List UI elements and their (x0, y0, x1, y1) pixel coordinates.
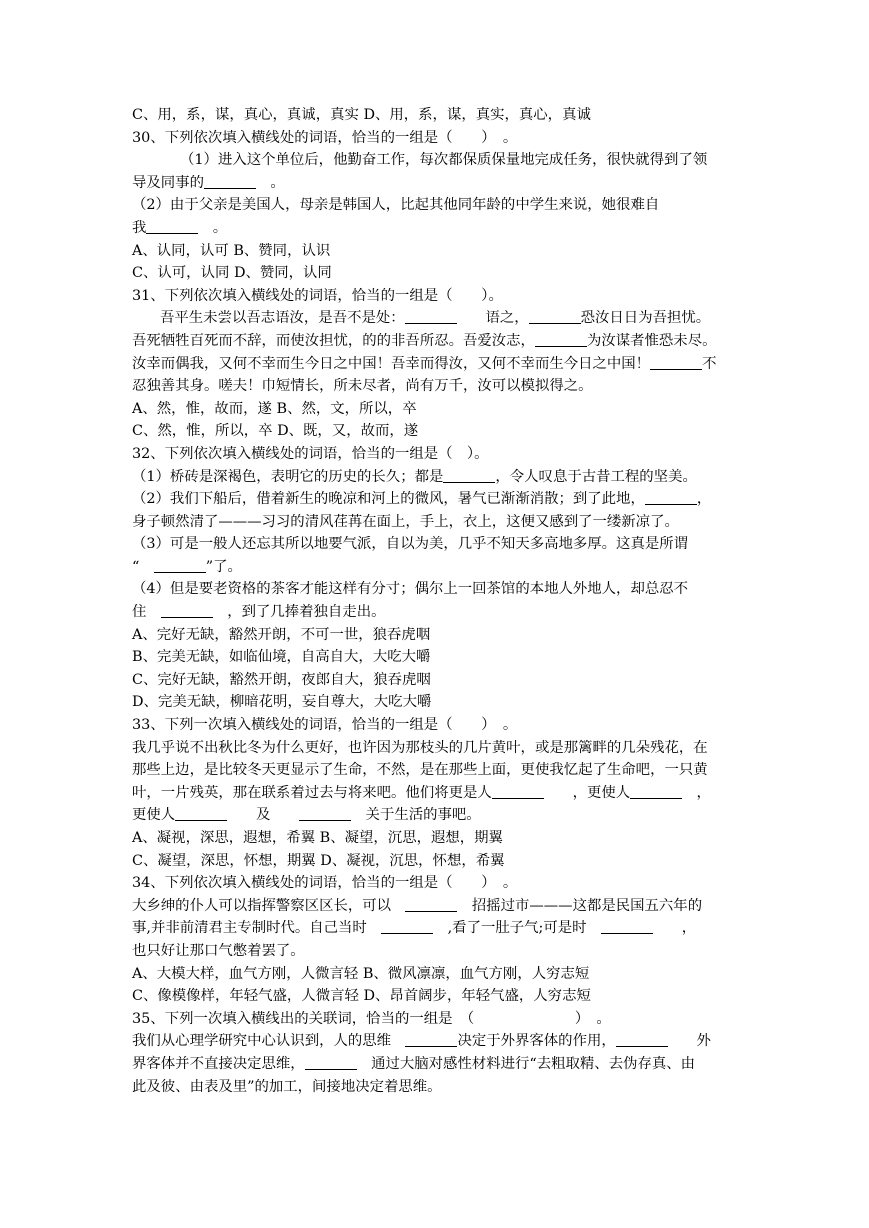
question-35: 35、下列一次填入横线出的关联词，恰当的一组是 （ ） 。 (132, 1010, 611, 1027)
q30-item-2: （2）由于父亲是美国人，母亲是韩国人，比起其他同年龄的中学生来说，她很难自 (132, 197, 660, 214)
blank (305, 1055, 357, 1070)
q30-item-2-cont: 我 。 (132, 219, 228, 236)
q33-passage-2: 那些上边，是比较冬天更显示了生命，不然，是在那些上面，更使我忆起了生命吧，一只黄 (132, 762, 708, 779)
blank (405, 1032, 457, 1047)
option-d: D、赞同，认同 (233, 265, 332, 282)
q33-options-ab (132, 827, 740, 850)
q32-item-2-cont: 身子顿然清了———习习的清风荏苒在面上，手上，衣上，这便又感到了一缕新凉了。 (132, 513, 679, 530)
q32-item-4-cont: 住 ，到了几捧着独自走出。 (132, 604, 386, 621)
blank (535, 332, 587, 347)
question-31: 31、下列依次填入横线处的词语，恰当的一组是（ ）。 (132, 287, 503, 304)
blank (601, 919, 653, 934)
option-b: B、赞同，认识 (233, 242, 331, 259)
q34-passage-3: 也只好让那口气憋着罢了。 (132, 942, 305, 959)
blank (405, 897, 457, 912)
option-c: C、然，惟，所以，卒 (132, 423, 273, 440)
blank (175, 806, 227, 821)
blank (645, 490, 697, 505)
q31-passage-1: 吾平生未尝以吾志语汝，是吾不是处： 语之， 恐汝日日为吾担忧。 (160, 310, 711, 327)
blank (492, 784, 544, 799)
blank (616, 1032, 668, 1047)
blank (204, 174, 256, 189)
q31-passage-3: 汝幸而偶我，又何不幸而生今日之中国！吾幸而得汝，又何不幸而生今日之中国！ 不 (132, 355, 717, 372)
q35-passage-2: 界客体并不直接决定思维， 通过大脑对感性材料进行“去粗取精、去伪存真、由 (132, 1055, 696, 1072)
q32-item-3: （3）可是一般人还忘其所以地要气派，自以为美，几乎不知天多高地多厚。这真是所谓 (132, 536, 689, 553)
blank (381, 919, 433, 934)
q34-options-ab (132, 963, 740, 986)
blank (443, 468, 495, 483)
q29-options-cd (132, 104, 740, 127)
option-d: D、昂首阔步，年轻气盛，人穷志短 (363, 988, 591, 1005)
option-c: C、凝望，深思，怀想，期翼 (132, 852, 316, 869)
q32-option-c: C、完好无缺，豁然开朗，夜郎自大，狼吞虎咽 (132, 671, 431, 688)
blank (630, 784, 682, 799)
q33-passage-3: 叶，一片残英，那在联系着过去与将来吧。他们将更是人 ，更使人 ， (132, 784, 711, 801)
question-34: 34、下列依次填入横线处的词语，恰当的一组是（ ） 。 (132, 875, 518, 892)
option-a: A、认同，认可 (132, 242, 229, 259)
option-d: D、凝视，沉思，怀想，希翼 (320, 852, 505, 869)
q32-item-2: （2）我们下船后，借着新生的晚凉和河上的微风，暑气已渐渐消散；到了此地， ， (132, 491, 712, 508)
q31-options-cd (132, 420, 740, 443)
q31-passage-4: 忍独善其身。嗟夫！巾短情长，所未尽者，尚有万千，汝可以模拟得之。 (132, 378, 593, 395)
q35-passage-1: 我们从心理学研究中心认识到，人的思维 决定于外界客体的作用， 外 (132, 1033, 711, 1050)
option-c: C、像模像样，年轻气盛，人微言轻 (132, 988, 359, 1005)
q30-item-1-cont: 导及同事的 。 (132, 174, 285, 191)
q33-passage-4: 更使人 及 关于生活的事吧。 (132, 807, 481, 824)
q32-option-a: A、完好无缺，豁然开朗，不可一世，狼吞虎咽 (132, 626, 431, 643)
question-32: 32、下列依次填入横线处的词语，恰当的一组是（ ）。 (132, 445, 489, 462)
q32-item-4: （4）但是要老资格的茶客才能这样有分寸；偶尔上一回茶馆的本地人外地人，却总忍不 (132, 581, 689, 598)
blank (154, 558, 206, 573)
blank (299, 806, 351, 821)
q34-options-cd (132, 985, 740, 1008)
q31-passage-2: 吾死牺牲百死而不辞，而使汝担忧，的的非吾所忍。吾爱汝志， 为汝谋者惟恐未尽。 (132, 332, 717, 349)
blank (161, 603, 213, 618)
q32-item-1: （1）桥砖是深褐色，表明它的历史的长久；都是 ，令人叹息于古昔工程的坚美。 (132, 468, 697, 485)
q33-passage-1: 我几乎说不出秋比冬为什么更好，也许因为那枝头的几片黄叶，或是那篱畔的几朵残花，在 (132, 739, 708, 756)
q33-options-cd (132, 850, 740, 873)
q31-options-ab (132, 398, 740, 421)
blank (650, 355, 702, 370)
q30-options-ab (132, 240, 740, 263)
option-d: D、既，又，故而，遂 (277, 423, 419, 440)
q32-option-d: D、完美无缺，柳暗花明，妄自尊大，大吃大嚼 (132, 694, 432, 711)
blank (146, 219, 198, 234)
blank (405, 309, 457, 324)
option-a: A、凝视，深思，遐想，希翼 (132, 830, 316, 846)
option-b: B、然，文，所以，卒 (276, 400, 417, 417)
q35-passage-3: 此及彼、由表及里”的加工，间接地决定着思维。 (132, 1078, 442, 1095)
question-33: 33、下列一次填入横线处的词语，恰当的一组是（ ） 。 (132, 717, 518, 734)
option-b: B、凝望，沉思，遐想，期翼 (319, 830, 503, 846)
option-a: A、然，惟，故而，遂 (132, 400, 272, 417)
option-a: A、大模大样，血气方刚，人微言轻 (132, 965, 359, 982)
q30-item-1: （1）进入这个单位后，他勤奋工作，每次都保质保量地完成任务，很快就得到了领 (180, 152, 708, 169)
blank (529, 309, 581, 324)
option-b: B、微风凛凛，血气方刚，人穷志短 (362, 965, 590, 982)
option-c: C、认可，认同 (132, 265, 230, 282)
q34-passage-2: 事,并非前清君主专制时代。自己当时 ,看了一肚子气;可是时 ， (132, 920, 697, 937)
document-page (132, 104, 740, 1098)
q32-option-b: B、完美无缺，如临仙境，自高自大，大吃大嚼 (132, 649, 431, 666)
q34-passage-1: 大乡绅的仆人可以指挥警察区区长，可以 招摇过市———这都是民国五六年的 (132, 897, 703, 914)
question-30: 30、下列依次填入横线处的词语，恰当的一组是（ ） 。 (132, 129, 518, 146)
option-d: D、用，系，谋，真实，真心，真诚 (363, 107, 591, 123)
option-c: C、用，系，谋，真心，真诚，真实 (132, 107, 359, 123)
q30-options-cd (132, 262, 740, 285)
q32-item-3-cont: “ ”了。 (132, 558, 242, 575)
